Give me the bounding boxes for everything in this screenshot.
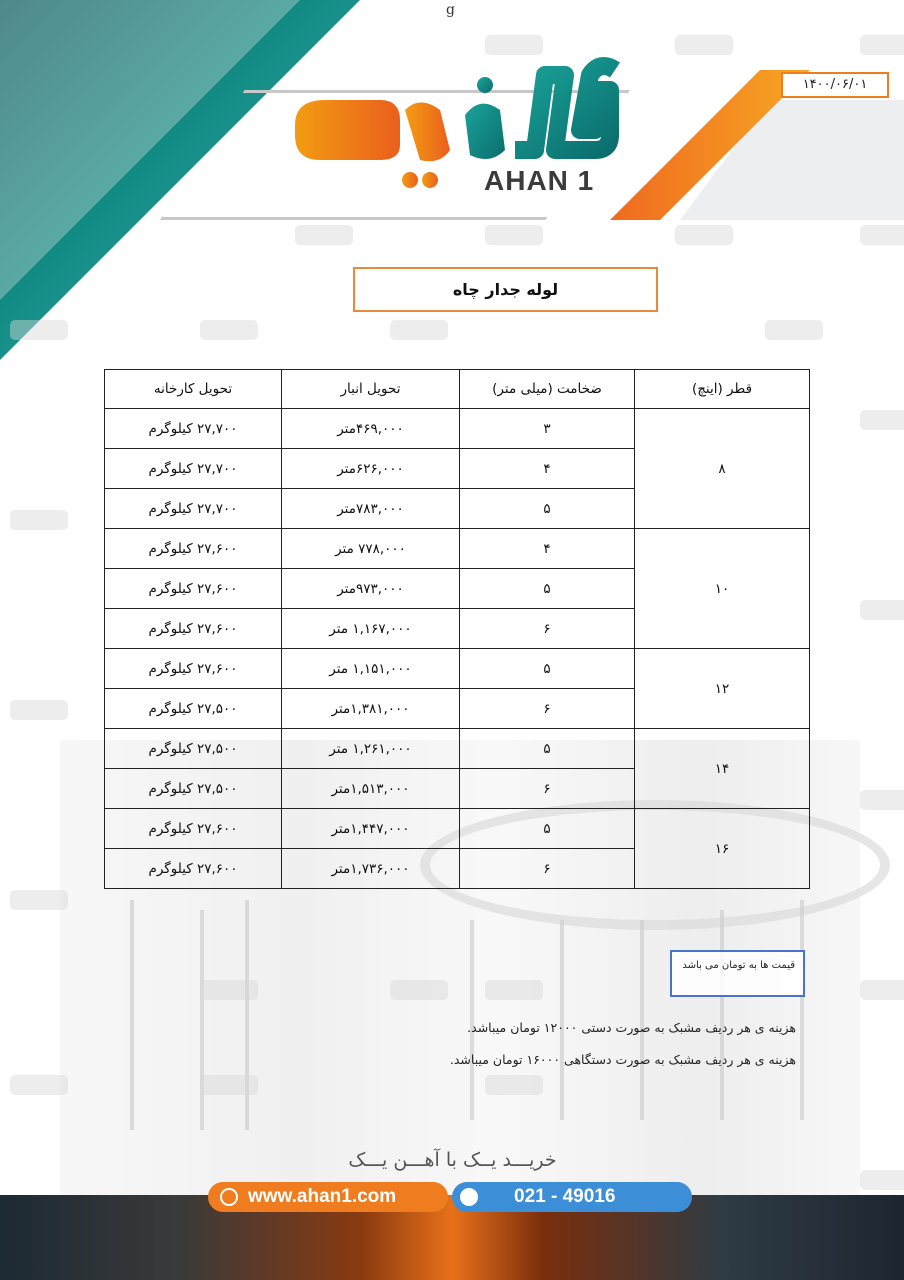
date-box: ۱۴۰۰/۰۶/۰۱ xyxy=(781,72,889,98)
top-mark: g xyxy=(446,2,455,18)
note-manual-perforation: هزینه ی هر ردیف مشبک به صورت دستی ۱۲۰۰۰ تومان میباشد. xyxy=(467,1020,796,1035)
pipe-slot xyxy=(200,910,204,1130)
warehouse-price-cell: ۱,۵۱۳,۰۰۰متر xyxy=(282,769,460,809)
table-row xyxy=(105,649,810,689)
warehouse-price-cell: ۱,۱۵۱,۰۰۰ متر xyxy=(282,649,460,689)
thickness-cell: ۴ xyxy=(460,529,635,569)
currency-note-box: قیمت ها به تومان می باشد xyxy=(670,950,805,997)
phone-link[interactable] xyxy=(452,1182,692,1212)
factory-price-cell: ۲۷,۷۰۰ کیلوگرم xyxy=(105,449,282,489)
watermark-logo xyxy=(860,790,904,810)
factory-price-cell: ۲۷,۶۰۰ کیلوگرم xyxy=(105,609,282,649)
footer-factory-image xyxy=(0,1195,904,1280)
watermark-logo xyxy=(295,225,353,245)
watermark-logo xyxy=(390,980,448,1000)
watermark-logo xyxy=(10,1075,68,1095)
warehouse-price-cell: ۶۲۶,۰۰۰متر xyxy=(282,449,460,489)
watermark-logo xyxy=(10,890,68,910)
thickness-cell: ۶ xyxy=(460,689,635,729)
factory-price-cell: ۲۷,۵۰۰ کیلوگرم xyxy=(105,689,282,729)
warehouse-price-cell: ۱,۲۶۱,۰۰۰ متر xyxy=(282,729,460,769)
watermark-logo xyxy=(485,1075,543,1095)
check-icon xyxy=(460,1188,478,1206)
diameter-cell: ۱۴ xyxy=(635,729,810,809)
thickness-cell: ۵ xyxy=(460,569,635,609)
table-row xyxy=(105,409,810,449)
watermark-logo xyxy=(860,600,904,620)
pipe-slot xyxy=(245,900,249,1130)
factory-price-cell: ۲۷,۶۰۰ کیلوگرم xyxy=(105,529,282,569)
warehouse-price-cell: ۹۷۳,۰۰۰متر xyxy=(282,569,460,609)
header-factory: تحویل کارخانه xyxy=(105,370,282,409)
thickness-cell: ۴ xyxy=(460,449,635,489)
watermark-logo xyxy=(765,320,823,340)
factory-price-cell: ۲۷,۶۰۰ کیلوگرم xyxy=(105,849,282,889)
watermark-logo xyxy=(860,225,904,245)
factory-price-cell: ۲۷,۶۰۰ کیلوگرم xyxy=(105,569,282,609)
warehouse-price-cell: ۷۸۳,۰۰۰متر xyxy=(282,489,460,529)
price-table xyxy=(104,369,810,889)
warehouse-price-cell: ۱,۷۳۶,۰۰۰متر xyxy=(282,849,460,889)
header-warehouse: تحویل انبار xyxy=(282,370,460,409)
watermark-logo xyxy=(485,35,543,55)
globe-icon xyxy=(220,1188,238,1206)
factory-price-cell: ۲۷,۷۰۰ کیلوگرم xyxy=(105,409,282,449)
pipe-slot xyxy=(130,900,134,1130)
watermark-logo xyxy=(200,980,258,1000)
page-title: لوله جدار چاه xyxy=(353,267,658,312)
watermark-logo xyxy=(200,320,258,340)
warehouse-price-cell: ۱,۴۴۷,۰۰۰متر xyxy=(282,809,460,849)
phone-text: 021 - 49016 xyxy=(514,1186,616,1207)
header-diameter: قطر (اینچ) xyxy=(635,370,810,409)
table-row xyxy=(105,529,810,569)
thickness-cell: ۵ xyxy=(460,729,635,769)
diameter-cell: ۱۰ xyxy=(635,529,810,649)
diameter-cell: ۱۶ xyxy=(635,809,810,889)
thickness-cell: ۵ xyxy=(460,489,635,529)
warehouse-price-cell: ۴۶۹,۰۰۰متر xyxy=(282,409,460,449)
thickness-cell: ۶ xyxy=(460,849,635,889)
pipe-slot xyxy=(800,900,804,1120)
watermark-logo xyxy=(10,320,68,340)
logo-latin-text: AHAN 1 xyxy=(484,165,595,196)
watermark-logo xyxy=(10,510,68,530)
thickness-cell: ۵ xyxy=(460,649,635,689)
watermark-logo xyxy=(390,320,448,340)
diameter-cell: ۱۲ xyxy=(635,649,810,729)
thickness-cell: ۶ xyxy=(460,769,635,809)
watermark-logo xyxy=(675,35,733,55)
factory-price-cell: ۲۷,۶۰۰ کیلوگرم xyxy=(105,649,282,689)
thickness-cell: ۵ xyxy=(460,809,635,849)
thickness-cell: ۶ xyxy=(460,609,635,649)
header-thickness: ضخامت (میلی متر) xyxy=(460,370,635,409)
footer-slogan: خریـــد یــک با آهـــن یـــک xyxy=(348,1149,557,1171)
diameter-cell: ۸ xyxy=(635,409,810,529)
watermark-logo xyxy=(860,1170,904,1190)
factory-price-cell: ۲۷,۵۰۰ کیلوگرم xyxy=(105,769,282,809)
factory-price-cell: ۲۷,۶۰۰ کیلوگرم xyxy=(105,809,282,849)
warehouse-price-cell: ۱,۳۸۱,۰۰۰متر xyxy=(282,689,460,729)
pipe-slot xyxy=(720,910,724,1120)
watermark-logo xyxy=(485,225,543,245)
watermark-logo xyxy=(485,980,543,1000)
factory-price-cell: ۲۷,۵۰۰ کیلوگرم xyxy=(105,729,282,769)
table-header-row xyxy=(105,370,810,409)
website-text: www.ahan1.com xyxy=(248,1186,397,1207)
watermark-logo xyxy=(675,225,733,245)
table-row xyxy=(105,809,810,849)
warehouse-price-cell: ۱,۱۶۷,۰۰۰ متر xyxy=(282,609,460,649)
warehouse-price-cell: ۷۷۸,۰۰۰ متر xyxy=(282,529,460,569)
watermark-logo xyxy=(10,700,68,720)
watermark-logo xyxy=(860,410,904,430)
note-machine-perforation: هزینه ی هر ردیف مشبک به صورت دستگاهی ۱۶۰۰۰ تومان میباشد. xyxy=(449,1052,796,1067)
watermark-logo xyxy=(200,1075,258,1095)
watermark-logo xyxy=(860,980,904,1000)
watermark-logo xyxy=(860,35,904,55)
factory-price-cell: ۲۷,۷۰۰ کیلوگرم xyxy=(105,489,282,529)
website-link[interactable] xyxy=(208,1182,448,1212)
table-row xyxy=(105,729,810,769)
thickness-cell: ۳ xyxy=(460,409,635,449)
